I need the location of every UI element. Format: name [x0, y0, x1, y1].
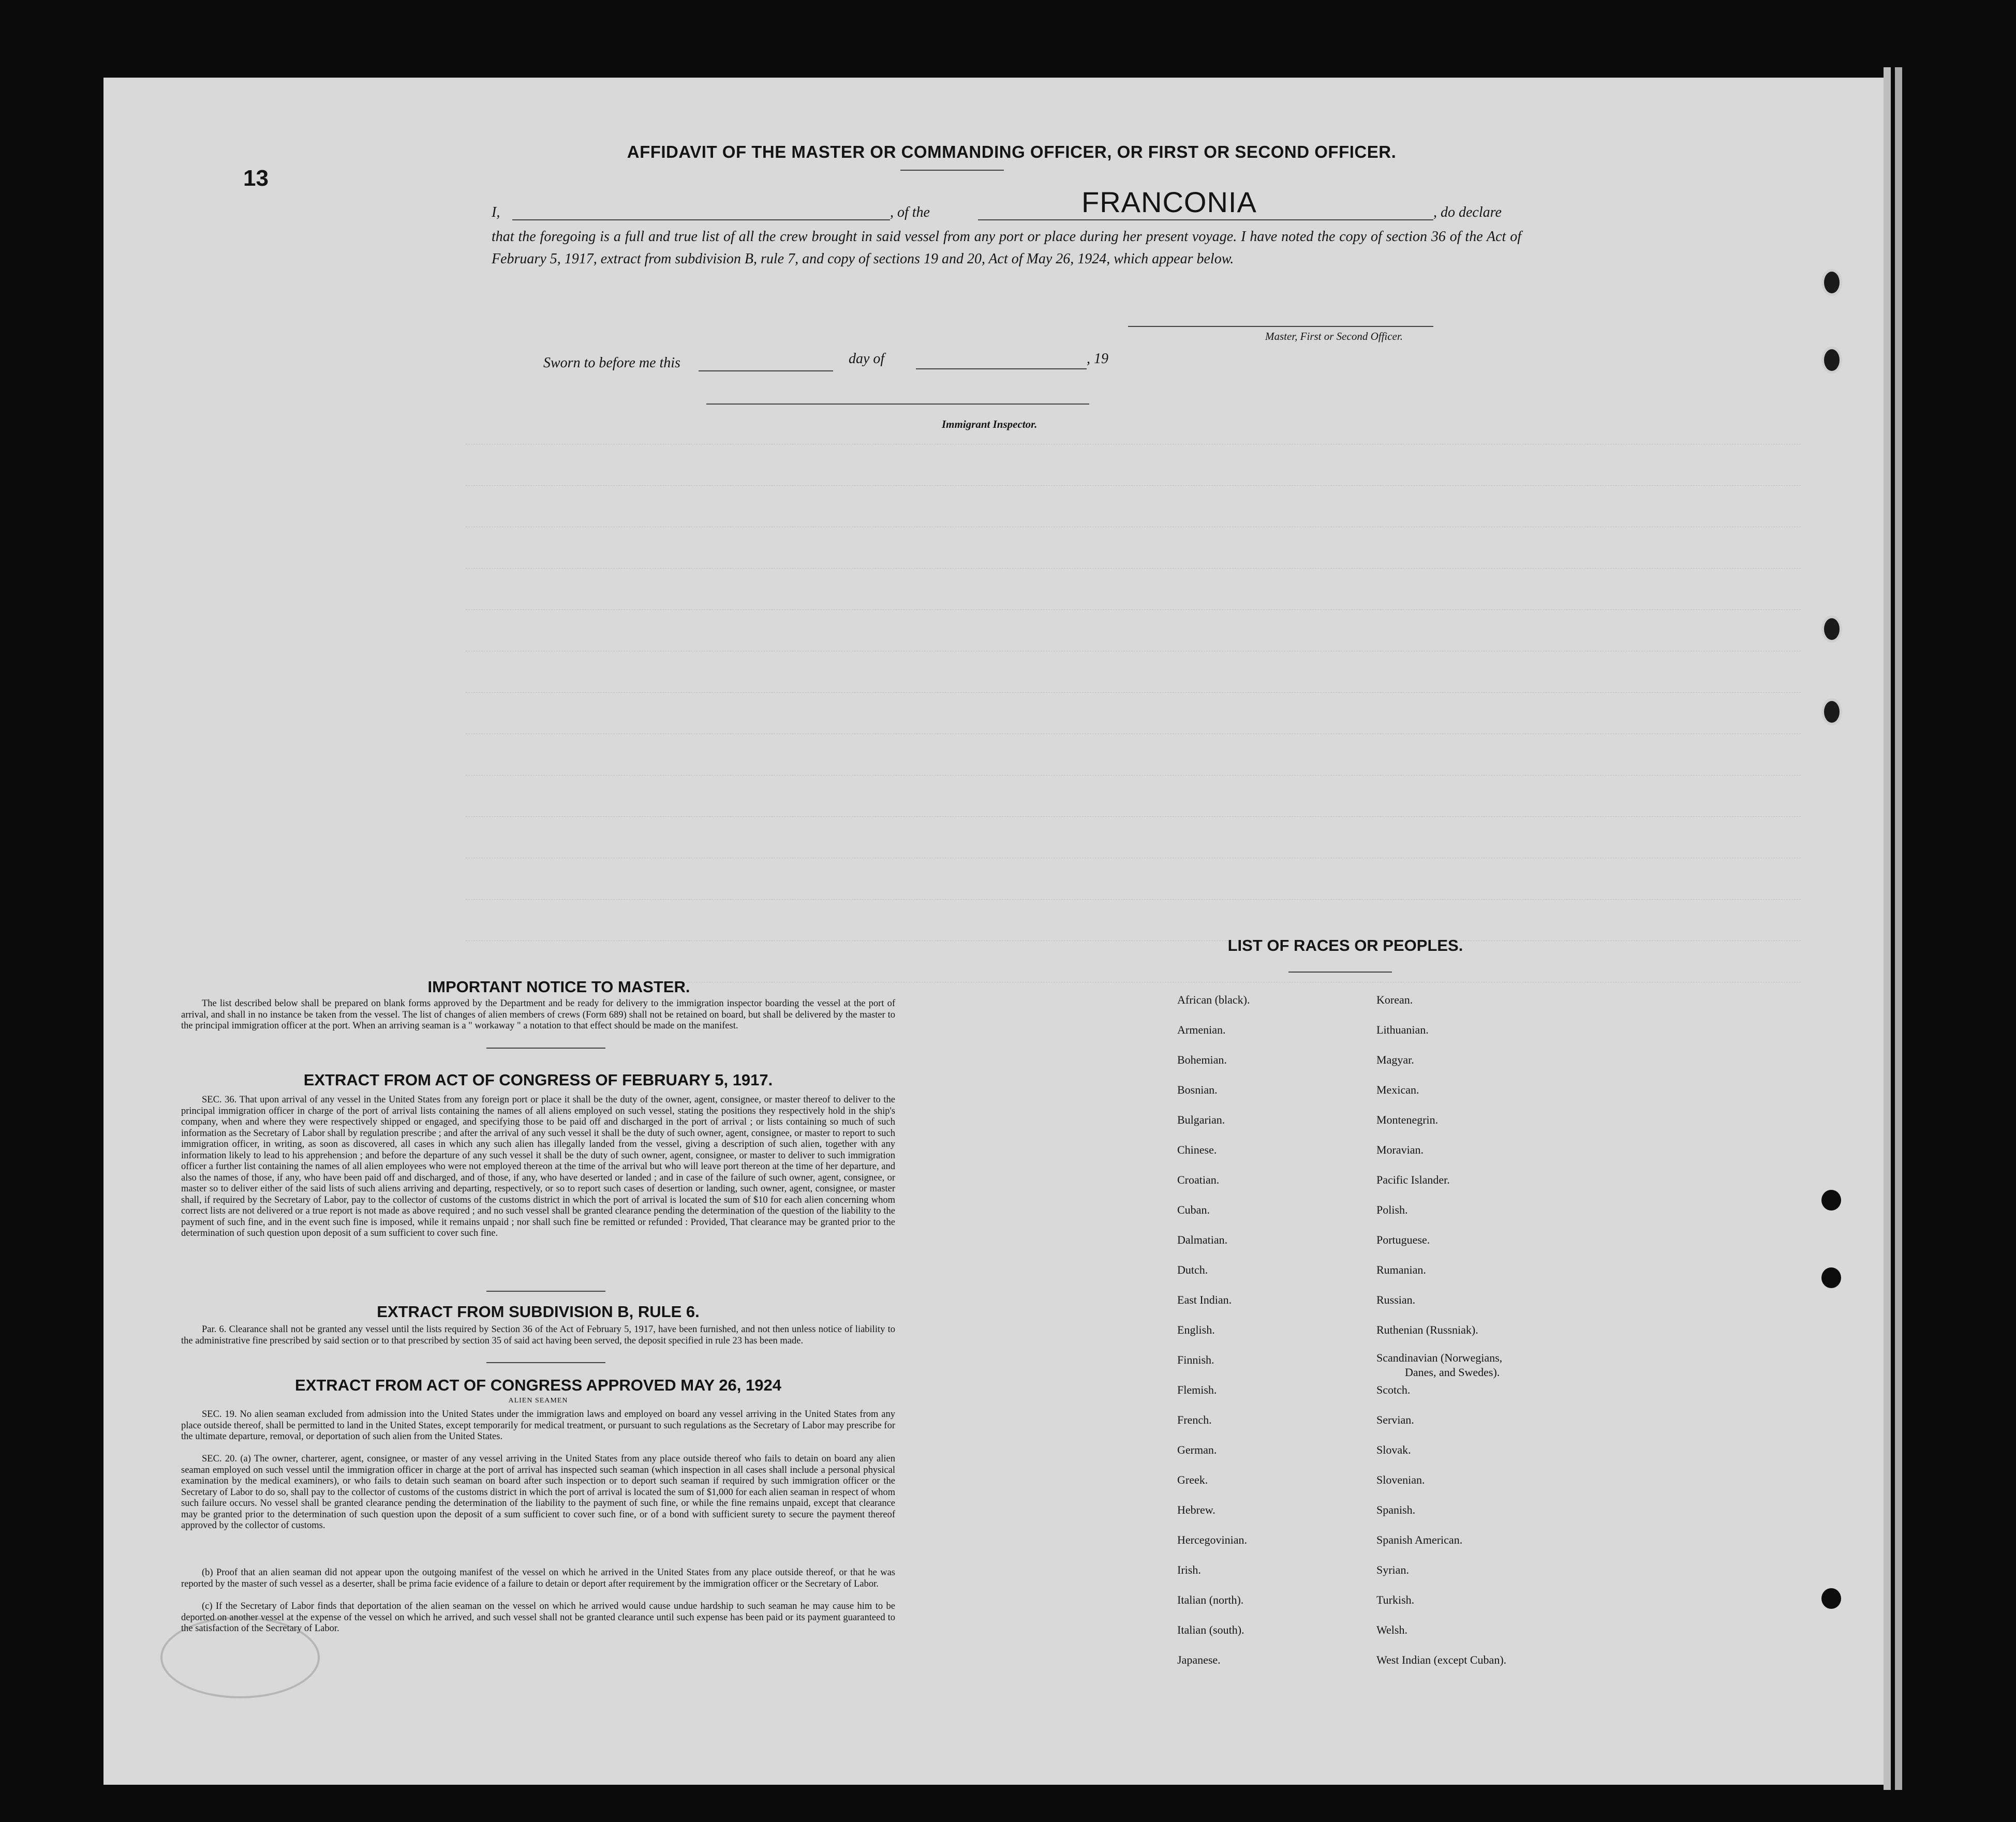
- race-item: Chinese.: [1177, 1143, 1217, 1156]
- page-edge: [1884, 67, 1891, 1790]
- day-of-label: day of: [849, 351, 885, 367]
- race-item: Italian (south).: [1177, 1623, 1244, 1636]
- year-label: , 19: [1087, 351, 1108, 367]
- race-item: East Indian.: [1177, 1293, 1232, 1306]
- race-item: Slovenian.: [1376, 1473, 1425, 1486]
- race-item: Dalmatian.: [1177, 1233, 1228, 1246]
- race-item: Polish.: [1376, 1203, 1408, 1216]
- race-item: Mexican.: [1376, 1083, 1419, 1096]
- race-item: Slovak.: [1376, 1443, 1411, 1456]
- notice-rule: [486, 1048, 605, 1049]
- declare-label: , do declare: [1433, 204, 1502, 220]
- race-item: Bulgarian.: [1177, 1113, 1225, 1126]
- race-item: Rumanian.: [1376, 1263, 1426, 1276]
- race-item: Danes, and Swedes).: [1405, 1366, 1500, 1379]
- extract-1924-sec19: SEC. 19. No alien seaman excluded from admission into the United States under the immigration laws and employed on board any vessel arriving in the United States from any place outside thereof, shall be permitted to land in the United States, except temporarily for medical treatment, or pursuant to such regulations as the Secretary of Labor may prescribe for the ultimate departure, removal, or deportation of such alien from the United States.: [181, 1409, 895, 1442]
- title-rule: [900, 170, 1004, 171]
- race-item: Portuguese.: [1376, 1233, 1430, 1246]
- signature-caption: Master, First or Second Officer.: [1265, 330, 1403, 342]
- race-item: English.: [1177, 1323, 1215, 1336]
- sworn-day-field[interactable]: [699, 370, 833, 371]
- sworn-month-field[interactable]: [916, 368, 1087, 369]
- race-item: Russian.: [1376, 1293, 1416, 1306]
- race-item: Pacific Islander.: [1376, 1173, 1450, 1186]
- race-item: Hebrew.: [1177, 1503, 1215, 1516]
- race-item: Spanish.: [1376, 1503, 1416, 1516]
- vessel-name[interactable]: FRANCONIA: [1081, 186, 1257, 218]
- races-rule: [1288, 972, 1392, 973]
- faded-stamp: [160, 1617, 320, 1698]
- vessel-name-field-line: [978, 219, 1433, 220]
- affidavit-title: AFFIDAVIT OF THE MASTER OR COMMANDING OFFICER, OR FIRST OR SECOND OFFICER.: [627, 142, 1397, 161]
- extract-rule6-body: Par. 6. Clearance shall not be granted any vessel until the lists required by Section 36 of the Act of February 5, 1917, have been furnished, and not then unless notice of liability to the administrative fine prescribed by said section or to that prescribed by section 35 of said act having been served, the deposit specified in rule 23 has been made.: [181, 1324, 895, 1346]
- notice-body: The list described below shall be prepared on blank forms approved by the Department and be ready for delivery to the immigration inspector boarding the vessel at the port of arrival, and shall in no instance be taken from the vessel. The list of changes of alien members of crews (Form 689) shall not be retained on board, but shall be delivered by the master to the principal immigration officer at the port. When an arriving seaman is a " workaway " a notation to that effect should be made on the manifest.: [181, 998, 895, 1031]
- race-item: West Indian (except Cuban).: [1376, 1653, 1507, 1666]
- race-item: Armenian.: [1177, 1023, 1226, 1036]
- signature-line[interactable]: [1128, 326, 1433, 327]
- race-item: Bosnian.: [1177, 1083, 1218, 1096]
- race-item: Cuban.: [1177, 1203, 1210, 1216]
- race-item: Scandinavian (Norwegians,: [1376, 1351, 1503, 1364]
- race-item: Korean.: [1376, 993, 1413, 1006]
- extract-1924-sec20a: SEC. 20. (a) The owner, charterer, agent, consignee, or master of any vessel arriving in the United States from any place outside thereof who fails to detain on board any alien seaman employed on such vessel until the immigration officer in charge at the port of arrival has inspected such seaman (which inspection in all cases shall include a personal physical examination by the medical examiners), or who fails to detain such seaman on board after such inspection or to deport such seaman if required by such immigration officer or the Secretary of Labor to do so, shall pay to the collector of customs of the customs district in which the port of arrival is located the sum of $1,000 for each alien seaman in respect of whom such failure occurs. No vessel shall be granted clearance pending the determination of the liability to the payment of such fine, or while the fine remains unpaid, except that clearance may be granted prior to the determination of such question upon the deposit of a sum sufficient to cover such fine, or of a bond with sufficient surety to secure the payment thereof approved by the collector of customs.: [181, 1454, 895, 1531]
- document-page: [103, 78, 1884, 1785]
- inspector-signature-line[interactable]: [706, 404, 1089, 405]
- race-item: African (black).: [1177, 993, 1250, 1006]
- form-number: 13: [243, 166, 269, 191]
- race-item: Syrian.: [1376, 1563, 1409, 1576]
- race-item: Welsh.: [1376, 1623, 1407, 1636]
- extract-1924-sec20b: (b) Proof that an alien seaman did not appear upon the outgoing manifest of the vessel on which he arrived in the United States from any place outside thereof, or that he was reported by the master of such vessel as a deserter, shall be prima facie evidence of a failure to detain or deport after requirement by the immigration officer or the Secretary of Labor.: [181, 1567, 895, 1589]
- race-item: Servian.: [1376, 1413, 1414, 1426]
- race-item: Ruthenian (Russniak).: [1376, 1323, 1478, 1336]
- race-item: Italian (north).: [1177, 1593, 1244, 1606]
- notice-title: IMPORTANT NOTICE TO MASTER.: [427, 978, 690, 996]
- race-item: Lithuanian.: [1376, 1023, 1429, 1036]
- race-item: Montenegrin.: [1376, 1113, 1439, 1126]
- race-item: French.: [1177, 1413, 1212, 1426]
- race-item: Turkish.: [1376, 1593, 1415, 1606]
- race-item: German.: [1177, 1443, 1217, 1456]
- of-the-label: , of the: [890, 204, 930, 220]
- race-item: Greek.: [1177, 1473, 1208, 1486]
- affidavit-body: that the foregoing is a full and true list of all the crew brought in said vessel from any port or place during her present voyage. I have noted the copy of section 36 of the Act of February 5, 1917, extract from subdivision B, rule 7, and copy of sections 19 and 20, Act of May 26, 1924, which appear below.: [492, 229, 1521, 267]
- page-edge: [1895, 67, 1902, 1790]
- race-item: Hercegovinian.: [1177, 1533, 1247, 1546]
- race-item: Japanese.: [1177, 1653, 1221, 1666]
- race-item: Irish.: [1177, 1563, 1201, 1576]
- master-name-field[interactable]: [512, 219, 890, 220]
- race-item: Croatian.: [1177, 1173, 1220, 1186]
- extract-rule6-title: EXTRACT FROM SUBDIVISION B, RULE 6.: [377, 1303, 700, 1321]
- extract-rule6-rule: [486, 1362, 605, 1363]
- extract-1924-subtitle: ALIEN SEAMEN: [508, 1397, 568, 1405]
- extract-1924-title: EXTRACT FROM ACT OF CONGRESS APPROVED MAY 26, 1924: [295, 1376, 781, 1394]
- races-title: LIST OF RACES OR PEOPLES.: [1227, 936, 1463, 954]
- race-item: Flemish.: [1177, 1383, 1217, 1396]
- race-item: Bohemian.: [1177, 1053, 1227, 1066]
- race-item: Magyar.: [1376, 1053, 1414, 1066]
- inspector-caption: Immigrant Inspector.: [942, 418, 1037, 430]
- race-item: Spanish American.: [1376, 1533, 1463, 1546]
- race-item: Finnish.: [1177, 1353, 1214, 1366]
- sworn-label: Sworn to before me this: [543, 355, 680, 371]
- extract-1924-sec20c: (c) If the Secretary of Labor finds that deportation of the alien seaman on the vessel on which he arrived would cause undue hardship to such seaman he may cause him to be deported on another vessel at the expense of the vessel on which he arrived, and such vessel shall not be granted clearance until such expense has been paid or its payment guaranteed to the satisfaction of the Secretary of Labor.: [181, 1601, 895, 1634]
- race-item: Moravian.: [1376, 1143, 1424, 1156]
- extract-1917-rule: [486, 1291, 605, 1292]
- extract-1917-body: SEC. 36. That upon arrival of any vessel in the United States from any foreign port or place it shall be the duty of the owner, agent, consignee, or master thereof to deliver to the principal immigration officer in charge of the port of arrival lists containing the names of all aliens employed on such vessel, stating the positions they respectively hold in the ship's company, when and where they were respectively shipped or engaged, and specifying those to be paid off and discharged in the port of arrival ; or lists containing so much of such information as the Secretary of Labor shall by regulation prescribe ; and after the arrival of any such vessel it shall be the duty of such owner, agent, consignee, or master to report to such immigration officer, in writing, as soon as discovered, all cases in which any such alien has illegally landed from the vessel, giving a description of such alien, together with any information likely to lead to his apprehension ; and before the departure of any such vessel it shall be the duty of such owner, agent, consignee, or master to deliver to such immigration officer a further list containing the names of all alien employees who were not employed thereon at the time of the arrival but who will leave port thereon at the time of her departure, and also the names of those, if any, who have been paid off and discharged, and of those, if any, who have deserted or landed ; and in case of the failure of such owner, agent, consignee, or master so to deliver either of the said lists of such aliens arriving and departing, respectively, or so to report such cases of desertion or landing, such owner, agent, consignee, or master shall, if required by the Secretary of Labor, pay to the collector of customs of the customs district in which the port of arrival is located the sum of $10 for each alien concerning whom correct lists are not delivered or a true report is not made as above required ; and no such vessel shall be granted clearance pending the determination of the question of the liability to the payment of such fine, and in the event such fine is imposed, while it remains unpaid ; nor shall such fine be remitted or refunded : Provided, That clearance may be granted prior to the determination of such question upon deposit of a sum sufficient to cover such fine.: [181, 1095, 895, 1238]
- extract-1917-title: EXTRACT FROM ACT OF CONGRESS OF FEBRUARY 5, 1917.: [303, 1071, 773, 1089]
- affidavit-i-label: I,: [492, 204, 500, 220]
- race-item: Dutch.: [1177, 1263, 1208, 1276]
- race-item: Scotch.: [1376, 1383, 1411, 1396]
